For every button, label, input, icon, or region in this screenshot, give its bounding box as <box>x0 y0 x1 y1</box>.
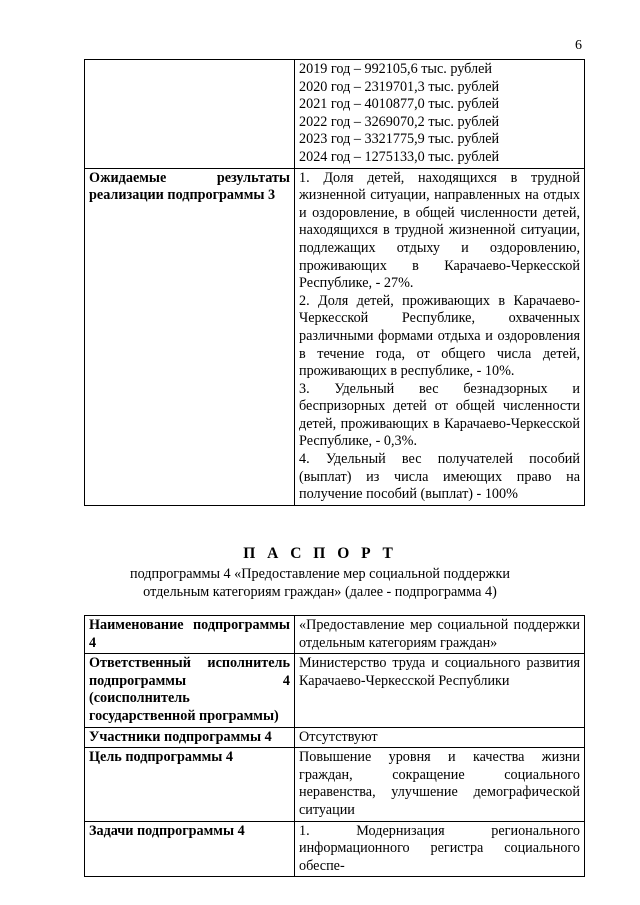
table-row <box>85 168 585 505</box>
table-row <box>85 748 585 821</box>
row-value: 1. Модернизация регионального информационного регистра социального обеспе- <box>295 821 585 877</box>
result-item: 1. Доля детей, находящихся в трудной жизненной ситуации, направленных на отдых и оздоровление, в общей численности детей, находящихся в трудной жизненной ситуации, подлежащих отдыху и оздоровлению, проживающих в Карачаево-Черкесской Республике, - 27%. <box>299 169 580 292</box>
table-row <box>85 60 585 169</box>
row-label: Задачи подпрограммы 4 <box>85 821 295 877</box>
result-item: 3. Удельный вес безнадзорных и беспризорных детей от общей численности детей, проживающих в Карачаево-Черкесской Республике, - 0,3%. <box>299 380 580 450</box>
subtitle-line: подпрограммы 4 «Предоставление мер социальной поддержки <box>130 566 510 582</box>
funding-line: 2019 год – 992105,6 тыс. рублей <box>299 61 492 77</box>
subtitle-line: отдельным категориям граждан» (далее - подпрограмма 4) <box>143 583 497 600</box>
passport-subtitle <box>0 566 640 601</box>
funding-line: 2021 год – 4010877,0 тыс. рублей <box>299 96 500 113</box>
results-label: Ожидаемые результаты реализации подпрограммы 3 <box>85 168 295 505</box>
subprogram4-passport-table <box>84 615 585 877</box>
row-label: Наименование подпрограммы 4 <box>85 616 295 654</box>
row-value: «Предоставление мер социальной поддержки отдельным категориям граждан» <box>295 616 585 654</box>
funding-line: 2023 год – 3321775,9 тыс. рублей <box>299 131 500 148</box>
funding-cell <box>295 60 585 169</box>
table-row <box>85 654 585 727</box>
result-item: 2. Доля детей, проживающих в Карачаево-Черкесской Республике, охваченных различными формами отдыха и оздоровления в течение года, от общего числа детей, проживающих в республике, - 10%. <box>299 292 580 380</box>
passport-title: П А С П О Р Т <box>243 545 397 562</box>
funding-line: 2024 год – 1275133,0 тыс. рублей <box>299 148 500 165</box>
row-label: Участники подпрограммы 4 <box>85 727 295 748</box>
row-label: Ответственный исполнитель подпрограммы 4 (соисполнитель государственной программы) <box>85 654 295 727</box>
page-number: 6 <box>575 38 582 53</box>
row-label: Цель подпрограммы 4 <box>85 748 295 821</box>
funding-line: 2022 год – 3269070,2 тыс. рублей <box>299 113 500 130</box>
table-row <box>85 821 585 877</box>
table-row <box>85 616 585 654</box>
funding-line: 2020 год – 2319701,3 тыс. рублей <box>299 78 500 95</box>
results-cell <box>295 168 585 505</box>
table-row <box>85 727 585 748</box>
row-value: Министерство труда и социального развития Карачаево-Черкесской Республики <box>295 654 585 727</box>
row-value: Отсутствуют <box>295 727 585 748</box>
empty-label-cell <box>85 60 295 169</box>
subprogram3-table <box>84 59 585 506</box>
row-value: Повышение уровня и качества жизни граждан, сокращение социального неравенства, улучшение демографической ситуации <box>295 748 585 821</box>
result-item: 4. Удельный вес получателей пособий (выплат) из числа имеющих право на получение пособий (выплат) - 100% <box>299 451 580 503</box>
